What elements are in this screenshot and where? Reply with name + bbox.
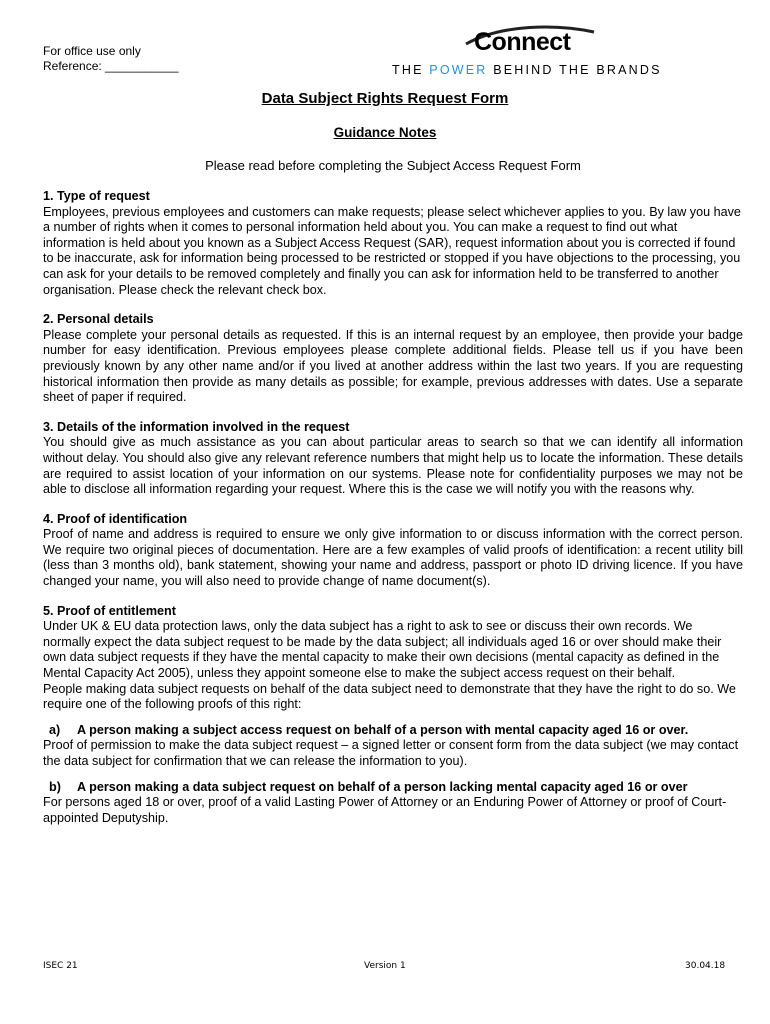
intro-text: Please read before completing the Subject Access Request Form — [205, 158, 581, 173]
guidance-content — [43, 189, 743, 840]
section-proof-of-entitlement — [43, 604, 743, 827]
section-body: Employees, previous employees and customers can make requests; please select whichever applies to you. By law you have a number of rights when it comes to personal information held about you. You can make a request to find out what information is held about you known as a Subject Access Request (SAR), request information about you is corrected if found to be inaccurate, ask for information being processed to be restricted or stopped if you have objections to the processing, you can ask for your details to be removed completely and finally you can ask for information held to be transferred to another organisation. Please check the relevant check box. — [43, 204, 741, 297]
office-use-label: For office use only — [43, 44, 141, 58]
subsection-label: a) — [49, 722, 61, 737]
subsection-b — [43, 780, 743, 827]
section-body-second: People making data subject requests on behalf of the data subject need to demonstrate that they have the right to do so. We require one of the following proofs of this right: — [43, 681, 736, 712]
section-heading: 3. Details of the information involved in the request — [43, 419, 350, 434]
section-proof-of-identification — [43, 512, 743, 590]
footer-doc-code: ISEC 21 — [43, 961, 78, 971]
section-body: Proof of name and address is required to ensure we only give information to or discuss information with the correct person. We require two original pieces of documentation. Here are a few examples of valid proofs of identification: a recent utility bill (less than 3 months old), bank statement, showing your name and address, passport or photo ID driving licence. If you have changed your name, you will also need to provide change of name document(s). — [43, 527, 743, 589]
connect-logo — [392, 28, 682, 80]
section-type-of-request — [43, 189, 743, 298]
subsection-title: A person making a data subject request on behalf of a person lacking mental capacity aged 16 or over — [77, 779, 688, 794]
subsection-heading — [43, 723, 743, 739]
section-body: You should give as much assistance as you can about particular areas to search so that we can identify all information without delay. You should also give any relevant reference numbers that might help us to locate the information. These details are required to assist location of your information on our systems. Please note for confidentiality purposes we may not be able to disclose all information regarding your request. Where this is the case we will notify you with the reasons why. — [43, 435, 743, 497]
section-heading: 1. Type of request — [43, 189, 150, 203]
section-heading: 5. Proof of entitlement — [43, 603, 176, 618]
reference-field: Reference: ___________ — [43, 59, 179, 73]
office-use-block — [43, 44, 178, 74]
subsection-a — [43, 723, 743, 770]
section-body: Under UK & EU data protection laws, only the data subject has a right to ask to see or discuss their own records. We normally expect the data subject request to be made by the data subject; all individuals aged 16 or over should make their own data subject requests if they have the mental capacity to make their own decisions (mental capacity as defined in the Mental Capacity Act 2005), unless they appoint someone else to make the subject access request on their behalf. — [43, 619, 722, 681]
tagline-suffix: BEHIND THE BRANDS — [487, 63, 662, 77]
subsection-title: A person making a subject access request on behalf of a person with mental capacity aged 16 or over. — [77, 722, 689, 737]
form-title: Data Subject Rights Request Form — [261, 90, 509, 107]
section-personal-details — [43, 312, 743, 406]
footer-version: Version 1 — [364, 961, 406, 971]
section-heading: 2. Personal details — [43, 312, 154, 327]
subsection-label: b) — [49, 779, 61, 794]
tagline-prefix: THE — [392, 63, 430, 77]
footer-date: 30.04.18 — [685, 961, 726, 971]
guidance-notes-heading: Guidance Notes — [333, 125, 437, 140]
subsection-body: For persons aged 18 or over, proof of a valid Lasting Power of Attorney or an Enduring Power of Attorney or proof of Court-appointed Deputyship. — [43, 795, 727, 825]
section-information-details — [43, 420, 743, 498]
tagline-power: POWER — [429, 63, 488, 77]
subsection-body: Proof of permission to make the data subject request – a signed letter or consent form from the data subject (we may contact the data subject for confirmation that we can release the information to you). — [43, 738, 739, 768]
logo-wordmark: Connect — [474, 28, 571, 56]
subsection-heading — [43, 780, 743, 796]
section-body: Please complete your personal details as requested. If this is an internal request by an employee, then provide your badge number for easy identification. Previous employees please complete additional fields. Please tell us if you have been previously known by any other name and/or if you lived at another address within the last two years. If you are requesting historical information then provide as many details as possible; for example, previous addresses with dates. Use a separate sheet of paper if required. — [43, 327, 743, 405]
logo-tagline — [392, 63, 662, 77]
section-heading: 4. Proof of identification — [43, 511, 188, 526]
